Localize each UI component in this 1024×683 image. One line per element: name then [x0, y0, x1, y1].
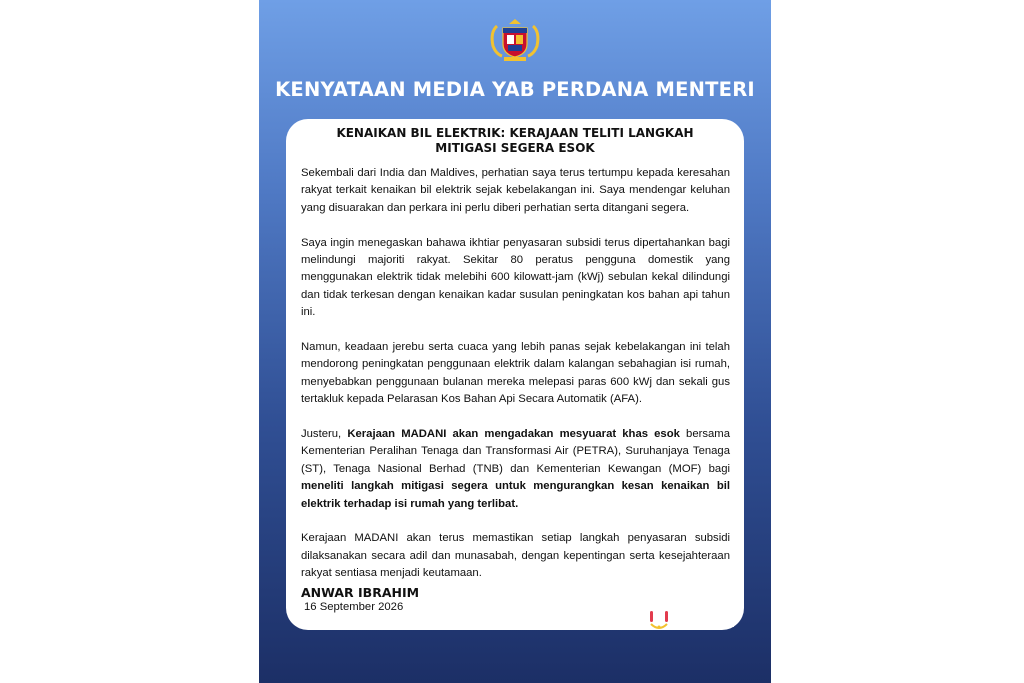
statement-card	[286, 119, 744, 630]
coat-of-arms-icon	[487, 18, 543, 62]
paragraph-3: Namun, keadaan jerebu serta cuaca yang lebih panas sejak kebelakangan ini telah mendorong peningkatan penggunaan elektrik dalam kalangan sebahagian isi rumah, menyebabkan penggunaan bulanan mereka melepasi paras 600 kWj dan sekali gus tertakluk kepada Pelarasan Kos Bahan Api Secara Automatik (AFA).	[301, 341, 730, 406]
statement-header-title: KENYATAAN MEDIA YAB PERDANA MENTERI	[275, 78, 755, 101]
media-statement-poster	[259, 0, 771, 683]
logo-line-1: MALAYSIA	[673, 605, 735, 617]
paragraph-5: Kerajaan MADANI akan terus memastikan setiap langkah penyasaran subsidi dilaksanakan secara adil dan munasabah, dengan kepentingan serta kesejahteraan rakyat sentiasa menjadi keutamaan.	[301, 532, 730, 580]
paragraph-1: Sekembali dari India dan Maldives, perhatian saya terus tertumpu kepada keresahan rakyat terkait kenaikan bil elektrik sejak kebelakangan ini. Saya mendengar keluhan yang disuarakan dan perkara ini perlu diberi perhatian serta ditangani segera.	[301, 167, 730, 214]
madani-logo-icon	[649, 606, 669, 630]
logo-line-2: MADANI	[673, 616, 736, 631]
paragraph-2: Saya ingin menegaskan bahawa ikhtiar penyasaran subsidi terus dipertahankan bagi melindungi majoriti rakyat. Sekitar 80 peratus pengguna domestik yang menggunakan elektrik tidak melebihi 600 kilowatt-jam (kWj) sebulan kekal dilindungi dan tidak terkesan dengan kenaikan kadar susulan peningkatan kos bahan api tahun ini.	[301, 236, 730, 319]
paragraph-4: Justeru, Kerajaan MADANI akan mengadakan mesyuarat khas esok bersama Kementerian Peralihan Tenaga dan Transformasi Air (PETRA), Suruhanjaya Tenaga (ST), Tenaga Nasional Berhad (TNB) dan Kementerian Kewangan (MOF) bagi meneliti langkah mitigasi segera untuk mengurangkan kesan kenaikan bil elektrik terhadap isi rumah yang terlibat.	[301, 428, 730, 510]
malaysia-madani-logo	[649, 604, 739, 632]
signer-name: ANWAR IBRAHIM	[301, 585, 420, 600]
statement-body	[301, 165, 730, 600]
statement-title: KENAIKAN BIL ELEKTRIK: KERAJAAN TELITI LANGKAH MITIGASI SEGERA ESOK	[336, 126, 694, 155]
statement-date: 16 September 2026	[304, 601, 404, 613]
